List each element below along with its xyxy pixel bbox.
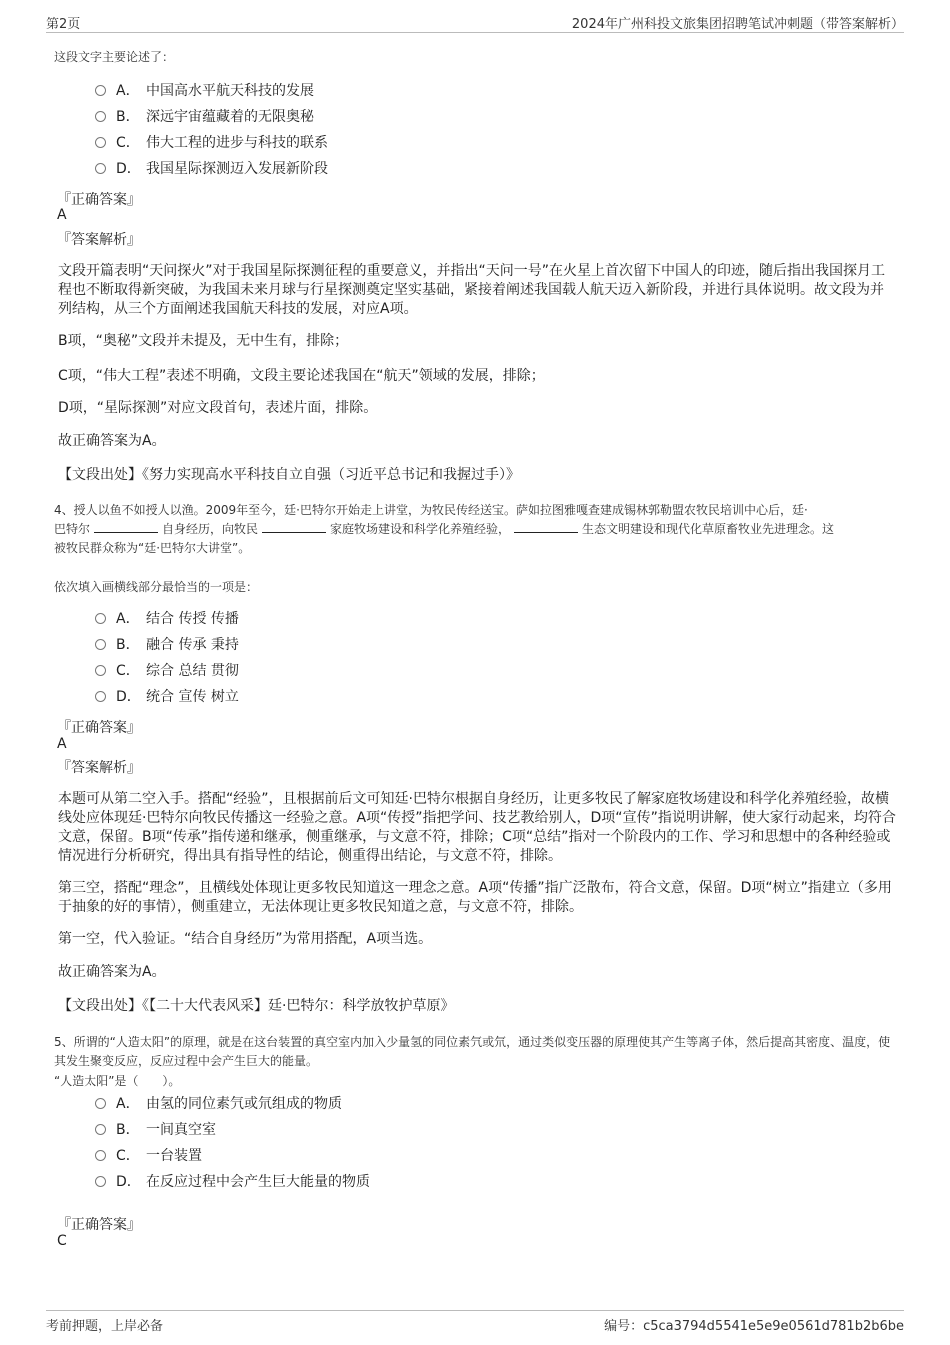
option-a[interactable]: A． 由氢的同位素氕或氘组成的物质 <box>95 1094 342 1114</box>
option-b[interactable]: B． 一间真空室 <box>95 1120 216 1140</box>
radio-icon[interactable] <box>95 639 106 650</box>
analysis-paragraph: D项，“星际探测”对应文段首句，表述片面，排除。 <box>58 400 378 416</box>
radio-icon[interactable] <box>95 163 106 174</box>
correct-answer: C <box>57 1233 67 1249</box>
radio-icon[interactable] <box>95 111 106 122</box>
correct-answer-label: 『正确答案』 <box>57 720 141 736</box>
page-footer <box>46 1310 904 1335</box>
radio-icon[interactable] <box>95 85 106 96</box>
blank-line <box>514 520 578 533</box>
radio-icon[interactable] <box>95 1124 106 1135</box>
source-citation: 【文段出处】《【二十大代表风采】廷·巴特尔：科学放牧护草原》 <box>58 998 455 1014</box>
analysis-label: 『答案解析』 <box>57 232 141 248</box>
question-prompt: 依次填入画横线部分最恰当的一项是： <box>54 580 259 594</box>
analysis-paragraph: 故正确答案为A。 <box>58 433 166 449</box>
analysis-paragraph: C项，“伟大工程”表述不明确，文段主要论述我国在“航天”领域的发展，排除； <box>58 368 545 384</box>
analysis-paragraph: 本题可从第二空入手。搭配“经验”，且根据前后文可知廷·巴特尔根据自身经历，让更多牧民了解家庭牧场建设和科学化养殖经验，故横线处应体现廷·巴特尔向牧民传播这一经验之意。A项“传授”指把学问、技艺教给别人，D项“宣传”指说明讲解，使大家行动起来，均符合文意，保留。B项“传承”指传递和继承，侧重继承，与文意不符，排除；C项“总结”指对一个阶段内的工作、学习和思想中的各种经验或情况进行分析研究，得出具有指导性的结论，侧重得出结论，与文意不符，排除。 <box>58 791 896 864</box>
page-number: 第2页 <box>46 17 81 32</box>
option-a[interactable]: A． 结合 传授 传播 <box>95 609 239 629</box>
option-b[interactable]: B． 深远宇宙蕴藏着的无限奥秘 <box>95 107 314 127</box>
document-id: 编号：c5ca3794d5541e5e9e0561d781b2b6be <box>604 1319 904 1334</box>
analysis-paragraph: 第三空，搭配“理念”，且横线处体现让更多牧民知道这一理念之意。A项“传播”指广泛散布，符合文意，保留。D项“树立”指建立（多用于抽象的好的事情），侧重建立，无法体现让更多牧民知道之意，与文意不符，排除。 <box>58 880 892 915</box>
blank-line <box>262 520 326 533</box>
option-d[interactable]: D． 统合 宣传 树立 <box>95 687 239 707</box>
option-d[interactable]: D． 我国星际探测迈入发展新阶段 <box>95 159 328 179</box>
option-a[interactable]: A． 中国高水平航天科技的发展 <box>95 81 314 101</box>
option-c[interactable]: C． 综合 总结 贯彻 <box>95 661 239 681</box>
radio-icon[interactable] <box>95 691 106 702</box>
analysis-paragraph: 第一空，代入验证。“结合自身经历”为常用搭配，A项当选。 <box>58 931 433 947</box>
analysis-paragraph: B项，“奥秘”文段并未提及，无中生有，排除； <box>58 333 349 349</box>
option-d[interactable]: D． 在反应过程中会产生巨大能量的物质 <box>95 1172 370 1192</box>
correct-answer: A <box>57 736 67 752</box>
analysis-paragraph: 文段开篇表明“天问探火”对于我国星际探测征程的重要意义，并指出“天问一号”在火星上首次留下中国人的印迹，随后指出我国探月工程也不断取得新突破，为我国未来月球与行星探测奠定坚实基础，紧接着阐述我国载人航天迈入新阶段，并进行具体说明。故文段为并列结构，从三个方面阐述我国航天科技的发展，对应A项。 <box>58 263 886 317</box>
blank-line <box>94 520 158 533</box>
question-stem: 5、所谓的“人造太阳”的原理，就是在这台装置的真空室内加入少量氢的同位素氕或氘，通过类似变压器的原理使其产生等离子体，然后提高其密度、温度，使其发生聚变反应，反应过程中会产生巨大的能量。 <box>54 1035 891 1068</box>
radio-icon[interactable] <box>95 665 106 676</box>
radio-icon[interactable] <box>95 1098 106 1109</box>
question-prompt: “人造太阳”是（ ）。 <box>54 1074 181 1088</box>
radio-icon[interactable] <box>95 1176 106 1187</box>
footer-slogan: 考前押题，上岸必备 <box>46 1319 164 1334</box>
question-prompt: 这段文字主要论述了： <box>54 50 175 64</box>
page-header <box>46 10 904 33</box>
radio-icon[interactable] <box>95 137 106 148</box>
analysis-label: 『答案解析』 <box>57 760 141 776</box>
source-citation: 【文段出处】《努力实现高水平科技自立自强（习近平总书记和我握过手）》 <box>58 467 520 483</box>
correct-answer-label: 『正确答案』 <box>57 192 141 208</box>
question-stem: 4、授人以鱼不如授人以渔。2009年至今，廷·巴特尔开始走上讲堂，为牧民传经送宝。萨如拉图雅嘎查建成锡林郭勒盟农牧民培训中心后，廷· 巴特尔 自身经历，向牧民 家庭牧场建设和科学化养殖经验， 生态文明建设和现代化草原畜牧业先进理念。这 被牧民群众称为“廷·巴特尔大讲堂”。 <box>54 503 835 555</box>
option-c[interactable]: C． 一台装置 <box>95 1146 202 1166</box>
analysis-paragraph: 故正确答案为A。 <box>58 964 166 980</box>
radio-icon[interactable] <box>95 1150 106 1161</box>
radio-icon[interactable] <box>95 613 106 624</box>
correct-answer-label: 『正确答案』 <box>57 1217 141 1233</box>
document-title: 2024年广州科投文旅集团招聘笔试冲刺题（带答案解析） <box>571 17 904 32</box>
option-b[interactable]: B． 融合 传承 秉持 <box>95 635 239 655</box>
option-c[interactable]: C． 伟大工程的进步与科技的联系 <box>95 133 328 153</box>
correct-answer: A <box>57 207 67 223</box>
